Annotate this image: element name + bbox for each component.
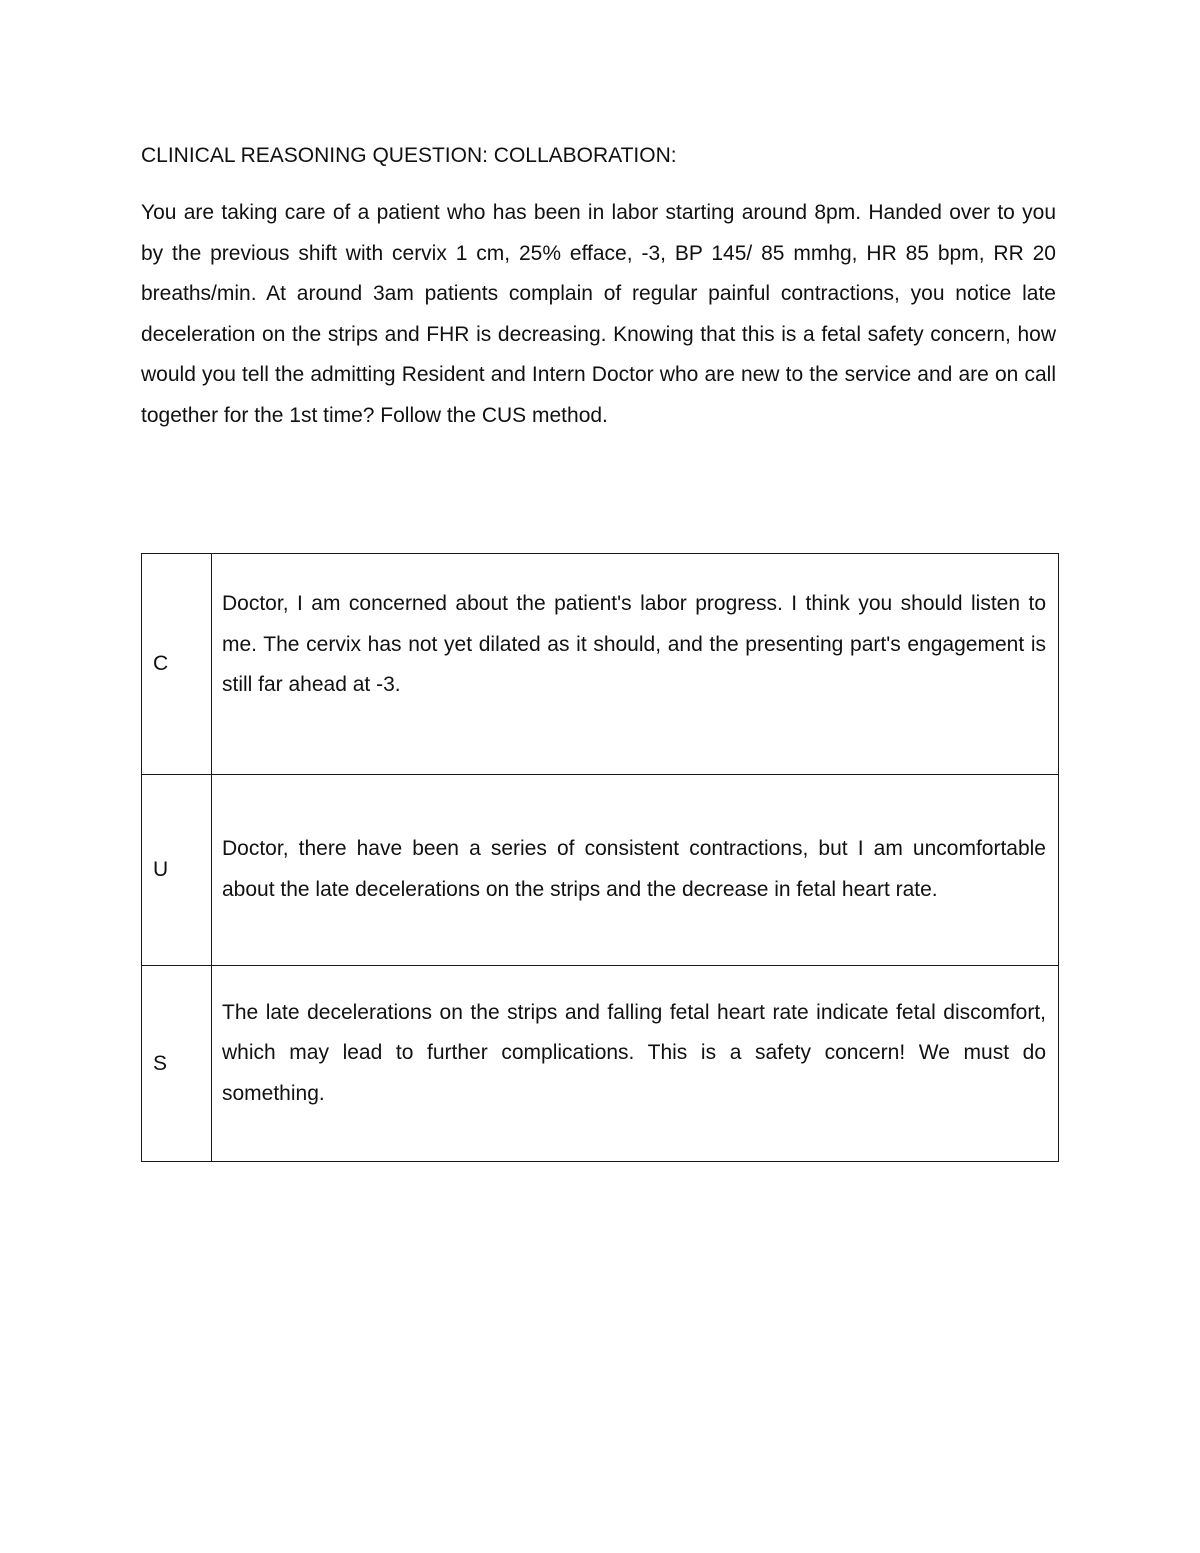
question-paragraph: You are taking care of a patient who has been in labor starting around 8pm. Handed over to you by the previous shift with cervix 1 cm, 25% efface, -3, BP 145/ 85 mmhg, HR 85 bpm, RR 20 breaths/min. At around 3am patients complain of regular painful contractions, you notice late deceleration on the strips and FHR is decreasing. Knowing that this is a fetal safety concern, how would you tell the admitting Resident and Intern Doctor who are new to the service and are on call together for the 1st time? Follow the CUS method. <box>141 201 1056 427</box>
cus-letter-s: S <box>142 966 212 1162</box>
cus-letter-c: C <box>142 554 212 775</box>
cus-response-s <box>212 966 1059 1162</box>
table-row <box>142 775 1059 966</box>
page-heading: CLINICAL REASONING QUESTION: COLLABORATION: <box>141 144 677 167</box>
cus-response-u <box>212 775 1059 966</box>
cus-response-text: The late decelerations on the strips and falling fetal heart rate indicate fetal discomfort, which may lead to further complications. This is a safety concern! We must do something. <box>222 1000 1046 1105</box>
cus-letter-u: U <box>142 775 212 966</box>
cus-response-text: Doctor, there have been a series of consistent contractions, but I am uncomfortable about the late decelerations on the strips and the decrease in fetal heart rate. <box>222 837 1046 901</box>
cus-response-text: Doctor, I am concerned about the patient's labor progress. I think you should listen to me. The cervix has not yet dilated as it should, and the presenting part's engagement is still far ahead at -3. <box>222 592 1046 697</box>
table-row <box>142 554 1059 775</box>
cus-response-c <box>212 554 1059 775</box>
cus-table <box>141 553 1059 1162</box>
table-row <box>142 966 1059 1162</box>
